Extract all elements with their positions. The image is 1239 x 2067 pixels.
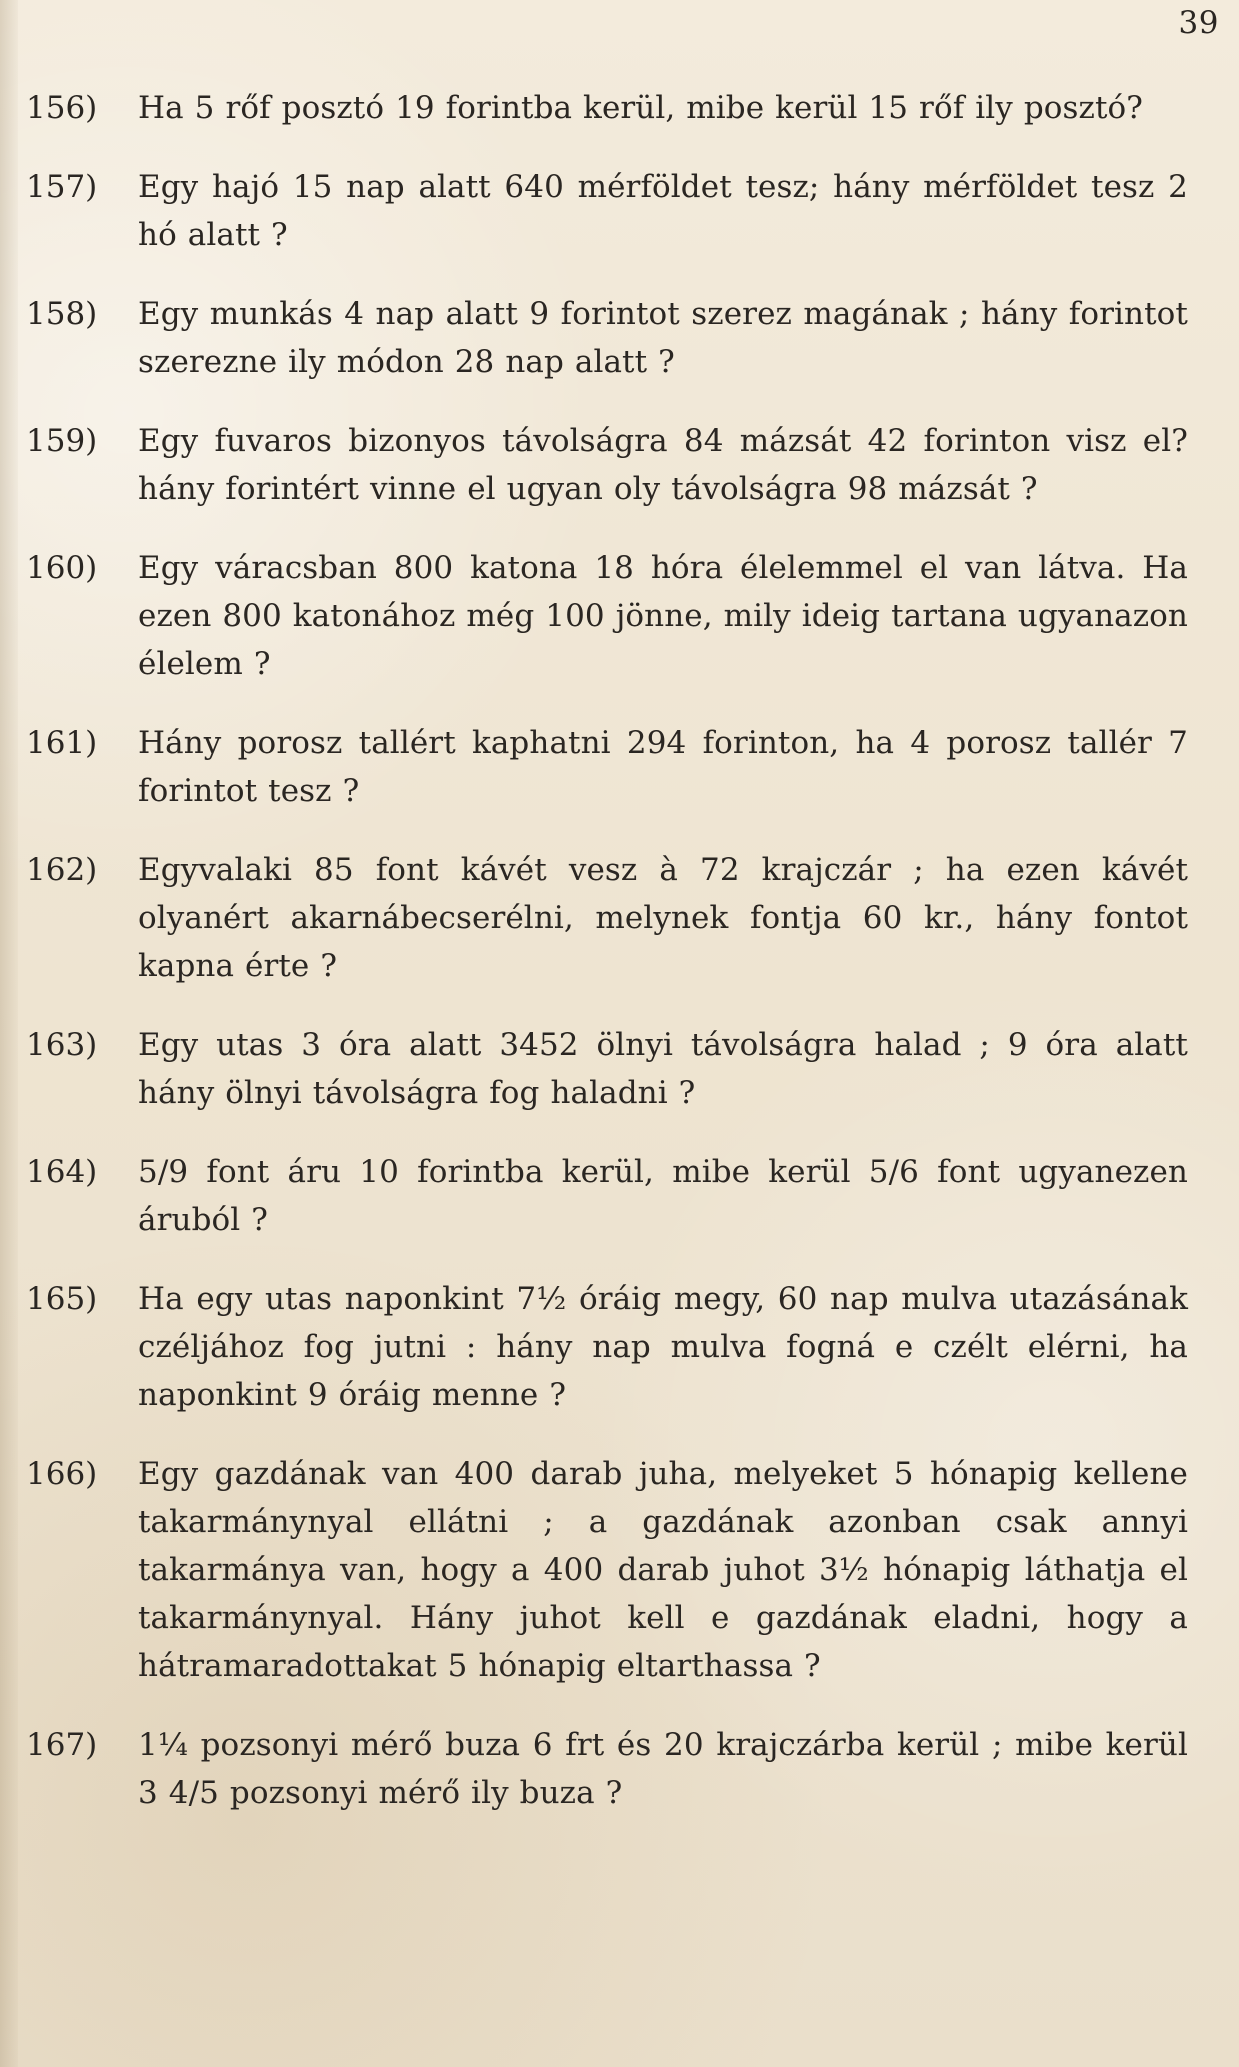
problem-number: 167) [26,1727,98,1763]
problem-163 [26,1021,1186,1117]
problem-161 [26,719,1186,815]
problem-number: 157) [26,169,98,205]
problem-number: 158) [26,296,98,332]
problem-number: 165) [26,1281,98,1317]
problem-number: 159) [26,423,98,459]
problem-number: 161) [26,725,98,761]
problem-text: Hány porosz tallért kaphatni 294 forinton, ha 4 porosz tallér 7 forintot tesz ? [138,725,1188,809]
problem-165 [26,1275,1186,1419]
problem-text: Egy fuvaros bizonyos távolságra 84 mázsát 42 forinton visz el? hány forintért vinne el ugyan oly távolságra 98 mázsát ? [138,423,1188,507]
problem-number: 166) [26,1456,98,1492]
problem-156 [26,84,1186,132]
problem-number: 160) [26,550,98,586]
problem-166 [26,1450,1186,1690]
problem-167 [26,1721,1186,1817]
problem-158 [26,290,1186,386]
problem-text: Ha 5 rőf posztó 19 forintba kerül, mibe kerül 15 rőf ily posztó? [138,90,1144,126]
problem-162 [26,846,1186,990]
problem-text: Egy hajó 15 nap alatt 640 mérföldet tesz; hány mérföldet tesz 2 hó alatt ? [138,169,1188,253]
problem-list [26,84,1186,1845]
problem-text: Egy utas 3 óra alatt 3452 ölnyi távolságra halad ; 9 óra alatt hány ölnyi távolságra fog haladni ? [138,1027,1188,1111]
problem-text: Egyvalaki 85 font kávét vesz à 72 krajczár ; ha ezen kávét olyanért akarnábecserélni, melynek fontja 60 kr., hány fontot kapna érte ? [138,852,1188,984]
problem-number: 156) [26,90,98,126]
problem-number: 162) [26,852,98,888]
problem-text: Egy váracsban 800 katona 18 hóra élelemmel el van látva. Ha ezen 800 katonához még 100 jönne, mily ideig tartana ugyanazon élelem ? [138,550,1188,682]
problem-text: 5/9 font áru 10 forintba kerül, mibe kerül 5/6 font ugyanezen áruból ? [138,1154,1188,1238]
problem-text: Egy munkás 4 nap alatt 9 forintot szerez magának ; hány forintot szerezne ily módon 28 nap alatt ? [138,296,1188,380]
page-number: 39 [1178,5,1219,41]
problem-159 [26,417,1186,513]
problem-text: Egy gazdának van 400 darab juha, melyeket 5 hónapig kellene takarmánynyal ellátni ; a gazdának azonban csak annyi takarmánya van, hogy a 400 darab juhot 3½ hónapig láthatja el takarmánynyal. Hány juhot kell e gazdának eladni, hogy a hátramaradottakat 5 hónapig eltarthassa ? [138,1456,1188,1684]
problem-text: Ha egy utas naponkint 7½ óráig megy, 60 nap mulva utazásának czéljához fog jutni : hány nap mulva fogná e czélt elérni, ha naponkint 9 óráig menne ? [138,1281,1188,1413]
problem-157 [26,163,1186,259]
problem-160 [26,544,1186,688]
problem-164 [26,1148,1186,1244]
problem-number: 163) [26,1027,98,1063]
problem-text: 1¼ pozsonyi mérő buza 6 frt és 20 krajczárba kerül ; mibe kerül 3 4/5 pozsonyi mérő ily buza ? [138,1727,1188,1811]
problem-number: 164) [26,1154,98,1190]
